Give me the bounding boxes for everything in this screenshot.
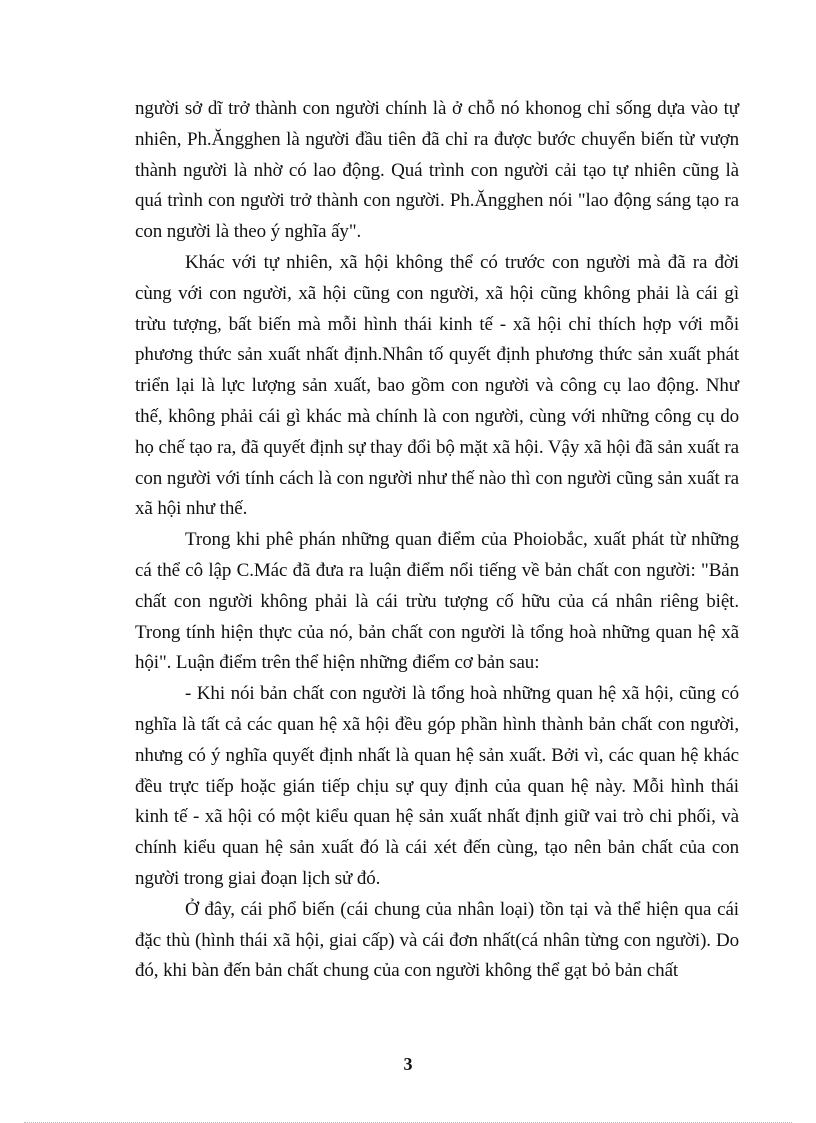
paragraph-2: Khác với tự nhiên, xã hội không thể có trước con người mà đã ra đời cùng với con người, xã hội cũng con người, xã hội cũng không phải là cái gì trừu tượng, bất biến mà mỗi hình thái kinh tế - xã hội chỉ thích hợp với mỗi phương thức sản xuất nhất định.Nhân tố quyết định phương thức sản xuất phát triển lại là lực lượng sản xuất, bao gồm con người và công cụ lao động. Như thế, không phải cái gì khác mà chính là con người, cùng với những công cụ do họ chế tạo ra, đã quyết định sự thay đổi bộ mặt xã hội. Vậy xã hội đã sản xuất ra con người với tính cách là con người như thế nào thì con người cũng sản xuất ra xã hội như thế. (135, 251, 739, 520)
paragraph-4: - Khi nói bản chất con người là tổng hoà những quan hệ xã hội, cũng có nghĩa là tất cả các quan hệ xã hội đều góp phần hình thành bản chất con người, nhưng có ý nghĩa quyết định nhất là quan hệ sản xuất. Bởi vì, các quan hệ khác đều trực tiếp hoặc gián tiếp chịu sự quy định của quan hệ này. Mỗi hình thái kinh tế - xã hội có một kiểu quan hệ sản xuất nhất định giữ vai trò chi phối, và chính kiểu quan hệ sản xuất đó là cái xét đến cùng, tạo nên bản chất của con người trong giai đoạn lịch sử đó. (135, 683, 739, 889)
paragraph-5: Ở đây, cái phổ biến (cái chung của nhân loại) tồn tại và thể hiện qua cái đặc thù (hình thái xã hội, giai cấp) và cái đơn nhất(cá nhân từng con người). Do đó, khi bàn đến bản chất chung của con người không thể gạt bỏ bản chất (135, 898, 739, 982)
page-number: 3 (403, 1054, 413, 1074)
body-text (135, 94, 739, 987)
paragraph-3: Trong khi phê phán những quan điểm của Phoiobắc, xuất phát từ những cá thể cô lập C.Mác đã đưa ra luận điểm nổi tiếng về bản chất con người: "Bản chất con người không phải là cái trừu tượng cố hữu của cá nhân riêng biệt. Trong tính hiện thực của nó, bản chất con người là tổng hoà những quan hệ xã hội". Luận điểm trên thể hiện những điểm cơ bản sau: (135, 529, 739, 674)
paragraph-1: người sở dĩ trở thành con người chính là ở chỗ nó khonog chỉ sống dựa vào tự nhiên, Ph.Ăngghen là người đầu tiên đã chỉ ra được bước chuyển biến từ vượn thành người là nhờ có lao động. Quá trình con người cải tạo tự nhiên cũng là quá trình con người trở thành con người. Ph.Ăngghen nói "lao động sáng tạo ra con người là theo ý nghĩa ấy". (135, 98, 739, 243)
